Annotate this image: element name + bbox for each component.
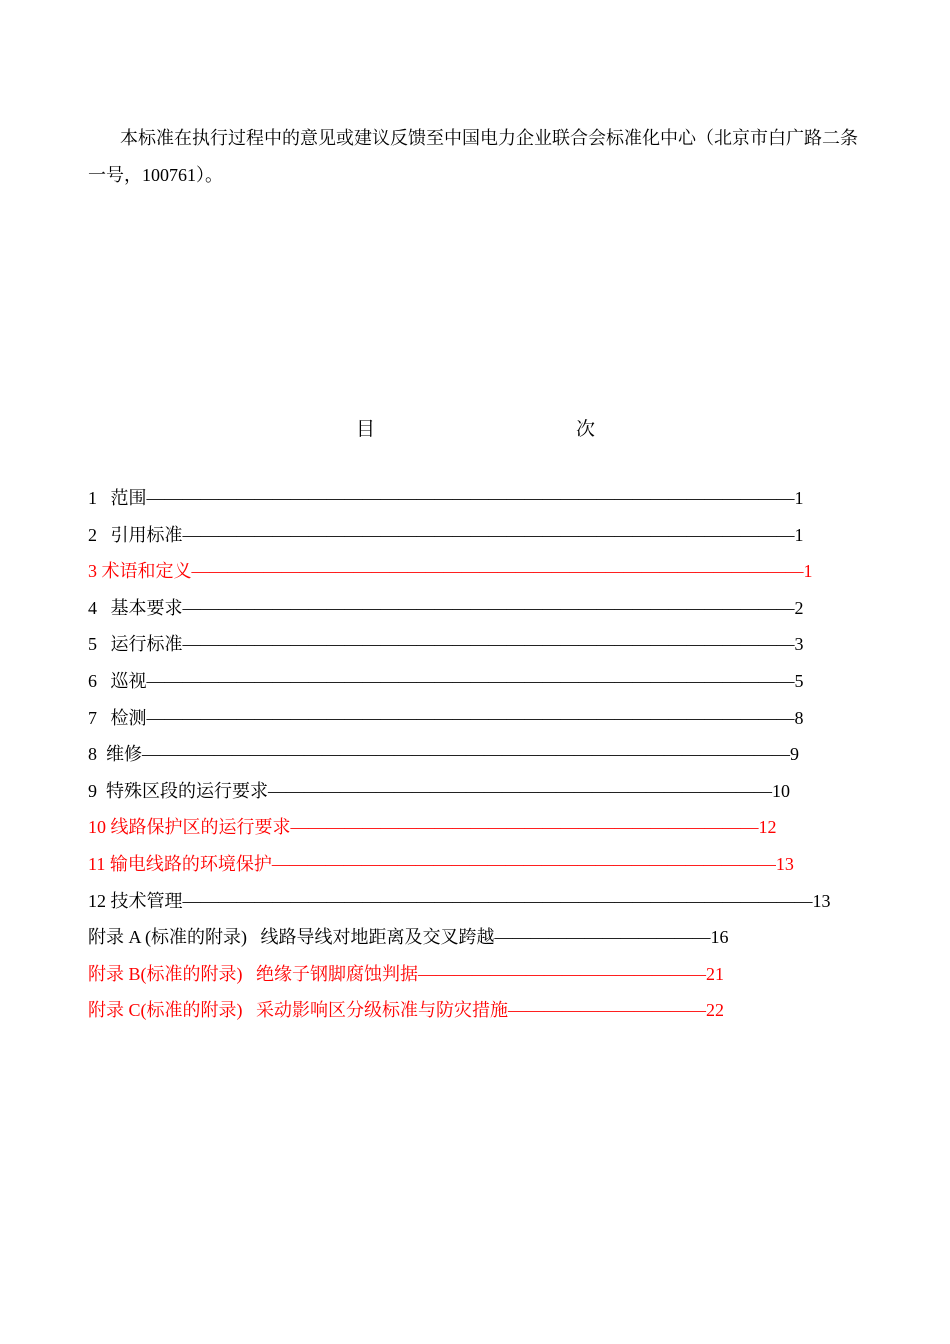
toc-heading-char-2: 次 <box>576 419 596 440</box>
toc-entry-page: 22 <box>706 1000 724 1021</box>
toc-entry-leader: ―――――――――――――――――――――――――― <box>290 817 759 838</box>
toc-entry-page: 13 <box>775 853 794 874</box>
toc-entry-title: 1 范围 <box>88 488 147 508</box>
toc-entry[interactable] <box>88 663 804 700</box>
toc-entry[interactable] <box>88 700 804 737</box>
toc-entry-leader: ―――――――――――――――― <box>418 963 706 984</box>
toc-entry[interactable] <box>88 480 804 517</box>
toc-entry[interactable] <box>88 992 788 1029</box>
toc-entry[interactable] <box>88 846 794 883</box>
toc-entry-leader: ――――――――――― <box>508 1000 706 1021</box>
toc-entry-leader: ―――――――――――――――――――――――――――――――――――― <box>146 488 795 508</box>
toc-entry-page: 1 <box>794 524 804 545</box>
toc-entry-title: 6 巡视 <box>88 670 147 691</box>
toc-entry[interactable] <box>88 883 831 920</box>
toc-entry-leader: ―――――――――――――――――――――――――――――――――― <box>191 561 804 582</box>
toc-entry[interactable] <box>88 773 788 810</box>
feedback-notice: 本标准在执行过程中的意见或建议反馈至中国电力企业联合会标准化中心（北京市白广路二条一号，100761）。 <box>88 128 858 185</box>
toc-entry[interactable] <box>88 626 804 663</box>
toc-entry-title: 7 检测 <box>88 707 147 728</box>
toc-entry-leader: ――――――――――――――――――――――――――――――――――― <box>182 890 813 911</box>
toc-entry-page: 16 <box>710 927 729 948</box>
toc-entry-page: 1 <box>794 488 804 508</box>
toc-entry-leader: ―――――――――――――――――――――――――――――――――――― <box>146 707 795 728</box>
toc-entry-title: 2 引用标准 <box>88 524 183 545</box>
toc-entry-page: 12 <box>758 817 777 838</box>
toc-entry-leader: ―――――――――――――――――――――――――――――――――― <box>182 524 795 545</box>
toc-entry-leader: ―――――――――――――――――――――――――――――――――― <box>182 634 795 655</box>
toc-entry-page: 5 <box>794 670 804 691</box>
toc-entry-page: 3 <box>794 634 804 655</box>
toc-entry-title: 4 基本要求 <box>88 597 183 618</box>
toc-entry-title: 12 技术管理 <box>88 890 183 911</box>
toc-entry[interactable] <box>88 809 788 846</box>
toc-entry-leader: ―――――――――――――――――――――――――――― <box>268 780 772 801</box>
toc-entry-leader: ―――――――――――――――――――――――――――――――――――― <box>146 670 795 691</box>
toc-entry-leader: ―――――――――――― <box>494 927 711 948</box>
toc-entry-title: 11 输电线路的环境保护 <box>88 853 272 874</box>
toc-entry-title: 附录 C(标准的附录) 采动影响区分级标准与防灾措施 <box>88 1000 508 1021</box>
toc-entry-title: 附录 A (标准的附录) 线路导线对地距离及交叉跨越 <box>88 927 495 948</box>
toc-entry-leader: ―――――――――――――――――――――――――――――――――――― <box>142 744 790 765</box>
toc-entry-page: 13 <box>812 890 831 911</box>
toc-entry-page: 9 <box>790 744 799 765</box>
toc-entry-title: 附录 B(标准的附录) 绝缘子钢脚腐蚀判据 <box>88 963 418 984</box>
toc-entry-leader: ―――――――――――――――――――――――――――― <box>271 853 776 874</box>
toc-entry-page: 8 <box>794 707 804 728</box>
toc-entry[interactable] <box>88 517 804 554</box>
toc-entry-page: 21 <box>706 963 724 984</box>
toc-entry-leader: ―――――――――――――――――――――――――――――――――― <box>182 597 795 618</box>
toc-entry-title: 5 运行标准 <box>88 634 183 655</box>
table-of-contents <box>88 480 831 1029</box>
toc-entry-page: 2 <box>794 597 804 618</box>
toc-entry-title: 9 特殊区段的运行要求 <box>88 780 268 801</box>
toc-entry[interactable] <box>88 956 788 993</box>
toc-heading-char-1: 目 <box>356 419 376 440</box>
toc-entry-page: 10 <box>772 780 790 801</box>
toc-entry-title: 10 线路保护区的运行要求 <box>88 817 291 838</box>
toc-entry[interactable] <box>88 553 813 590</box>
toc-heading <box>0 414 950 442</box>
toc-entry[interactable] <box>88 590 804 627</box>
toc-entry[interactable] <box>88 919 788 956</box>
toc-entry-page: 1 <box>803 561 813 582</box>
toc-entry-title: 8 维修 <box>88 744 142 765</box>
toc-entry-title: 3 术语和定义 <box>88 561 192 582</box>
toc-entry[interactable] <box>88 736 799 773</box>
